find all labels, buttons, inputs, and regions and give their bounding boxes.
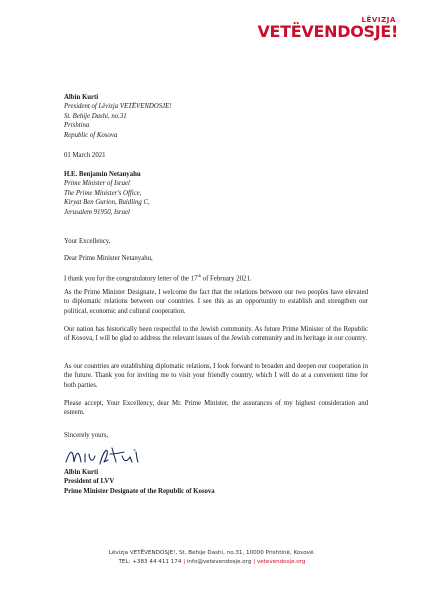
- footer-address: Lëvizja VETËVENDOSJE!, St. Behije Dashi, no.31, 10000 Prishtinë, Kosovë.: [108, 550, 316, 556]
- recipient-block: [64, 170, 150, 217]
- recipient-name: H.E. Benjamin Netanyahu: [64, 171, 141, 178]
- footer-email[interactable]: info@vetevendosje.org: [186, 559, 252, 565]
- footer-website[interactable]: vetevendosje.org: [256, 559, 306, 565]
- p1-pre: I thank you for the congratulatory letter of the 17: [64, 275, 198, 283]
- signatory-title-2: Prime Minister Designate of the Republic of Kosova: [64, 487, 215, 495]
- paragraph-relations: As the Prime Minister Designate, I welcome the fact that the relations between our two peoples have elevated to diplomatic relations between our countries. I see this as an opportunity to establish and strengthen our political, economic and cultural cooperation.: [64, 289, 368, 315]
- recipient-line: Prime Minister of Israel: [64, 180, 130, 188]
- signatory-name: Albin Kurti: [64, 469, 99, 476]
- sender-line: Prishtina: [64, 122, 90, 130]
- recipient-line: The Prime Minister's Office,: [64, 189, 142, 197]
- footer-contacts: [0, 558, 424, 567]
- footer-separator: |: [253, 559, 256, 565]
- sender-name: Albin Kurti: [64, 94, 99, 101]
- sender-line: President of Lëvizja VETËVENDOSJE!: [64, 103, 172, 111]
- letterhead-footer: [0, 549, 424, 567]
- footer-tel: TEL: +383 44 411 174: [118, 559, 182, 565]
- party-logo: [257, 16, 398, 40]
- footer-separator: |: [183, 559, 186, 565]
- logo-small-text: LËVIZJA: [361, 16, 396, 24]
- p1-sup: th: [197, 273, 201, 278]
- paragraph-community: Our nation has historically been respectful to the Jewish community. As future Prime Minister of the Republic of Kosova, I will be glad to address the relevant issues of the Jewish community and its heritage in our country.: [64, 326, 368, 343]
- recipient-line: Jerusalem 91950, Israel: [64, 208, 130, 216]
- sender-block: [64, 93, 172, 140]
- paragraph-cooperation: As our countries are establishing diplomatic relations, I look forward to broaden and deepen our cooperation in the future. Thank you for inviting me to visit your friendly country, which I will do at a convenient time for both parties.: [64, 363, 368, 389]
- logo-main-text: VETËVENDOSJE!: [257, 22, 398, 41]
- recipient-line: Kiryat Ben Gurion, Buidling C,: [64, 199, 150, 207]
- closing-phrase: Sincerely yours,: [64, 432, 109, 439]
- p1-post: of February 2021.: [200, 275, 252, 283]
- signatory-title-1: President of LVV: [64, 478, 115, 486]
- salutation-2: Dear Prime Minister Netanyahu,: [64, 255, 153, 262]
- sender-line: Republic of Kosova: [64, 131, 118, 139]
- salutation-1: Your Excellency,: [64, 238, 111, 245]
- letter-date: 01 March 2021: [64, 152, 106, 159]
- paragraph-closing: Please accept, Your Excellency, dear Mr. Prime Minister, the assurances of my highest consideration and esteem.: [64, 400, 368, 417]
- paragraph-thanks: [64, 271, 368, 284]
- sender-line: St. Behije Dashi, no.31: [64, 112, 127, 120]
- signature-block: [64, 468, 215, 496]
